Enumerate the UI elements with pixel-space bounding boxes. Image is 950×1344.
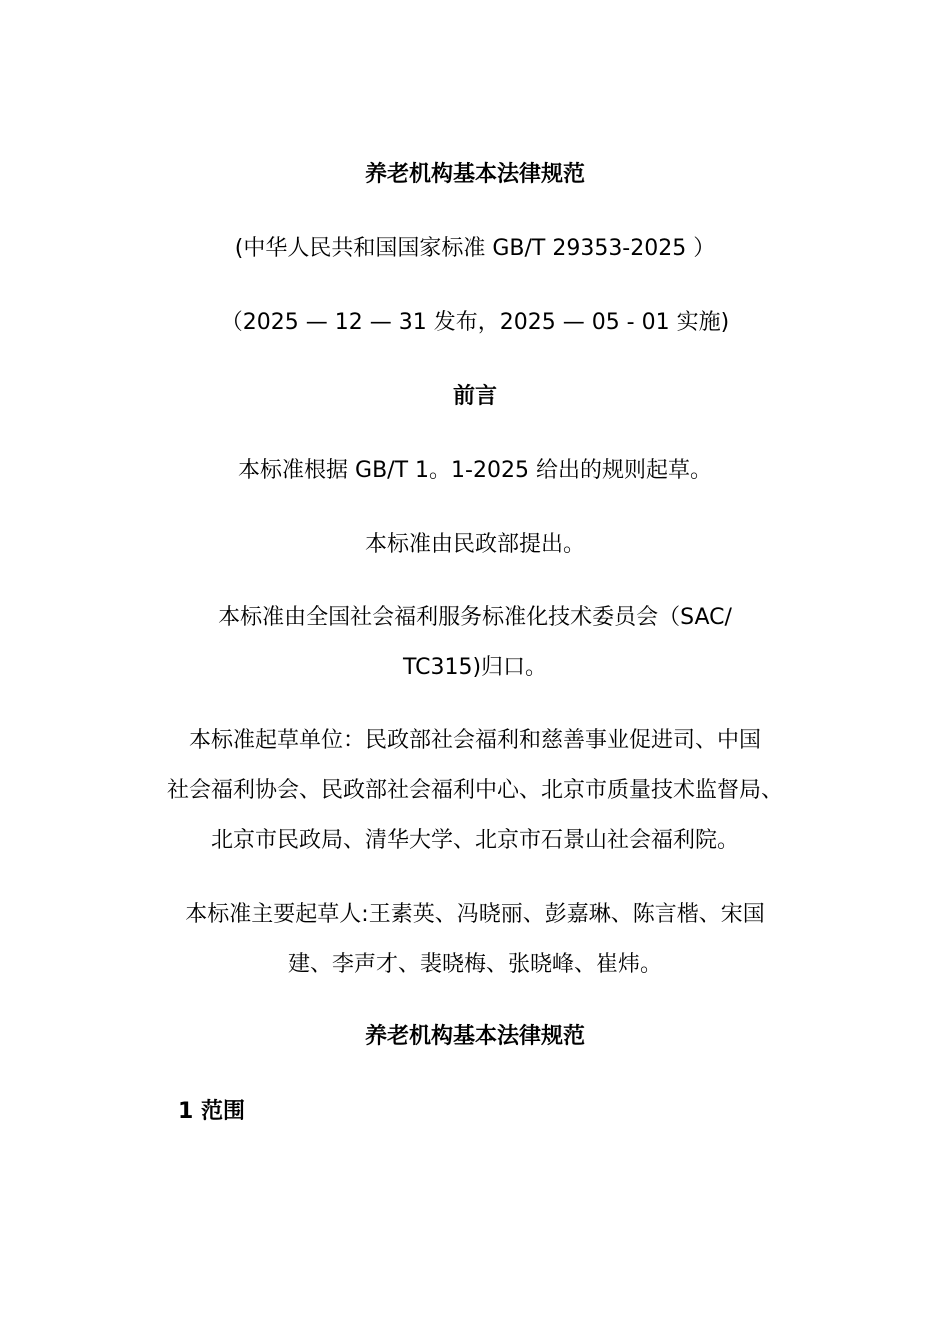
preface-paragraph-3-line-2: TC315)归口。 <box>402 655 548 680</box>
document-title-repeat: 养老机构基本法律规范 <box>364 1024 585 1049</box>
section-1-heading: 1 范围 <box>178 1099 245 1124</box>
preface-paragraph-1: 本标准根据 GB/T 1。1-2025 给出的规则起草。 <box>238 458 712 483</box>
document-title: 养老机构基本法律规范 <box>364 162 585 187</box>
preface-paragraph-3-line-1: 本标准由全国社会福利服务标准化技术委员会（SAC/ <box>218 605 732 630</box>
preface-heading: 前言 <box>452 384 497 409</box>
preface-paragraph-4-line-3: 北京市民政局、清华大学、北京市石景山社会福利院。 <box>210 828 739 853</box>
preface-paragraph-5-line-1: 本标准主要起草人:王素英、冯晓丽、彭嘉琳、陈言楷、宋国 <box>185 902 765 927</box>
preface-paragraph-4-line-2: 社会福利协会、民政部社会福利中心、北京市质量技术监督局、 <box>166 778 783 803</box>
standard-number: (中华人民共和国国家标准 GB/T 29353-2025 ） <box>234 236 716 261</box>
preface-paragraph-5-line-2: 建、李声才、裴晓梅、张晓峰、崔炜。 <box>287 952 662 977</box>
preface-paragraph-4-line-1: 本标准起草单位：民政部社会福利和慈善事业促进司、中国 <box>188 728 761 753</box>
publish-dates: （2025 — 12 — 31 发布，2025 — 05 - 01 实施) <box>220 310 730 335</box>
preface-paragraph-2: 本标准由民政部提出。 <box>364 532 585 557</box>
